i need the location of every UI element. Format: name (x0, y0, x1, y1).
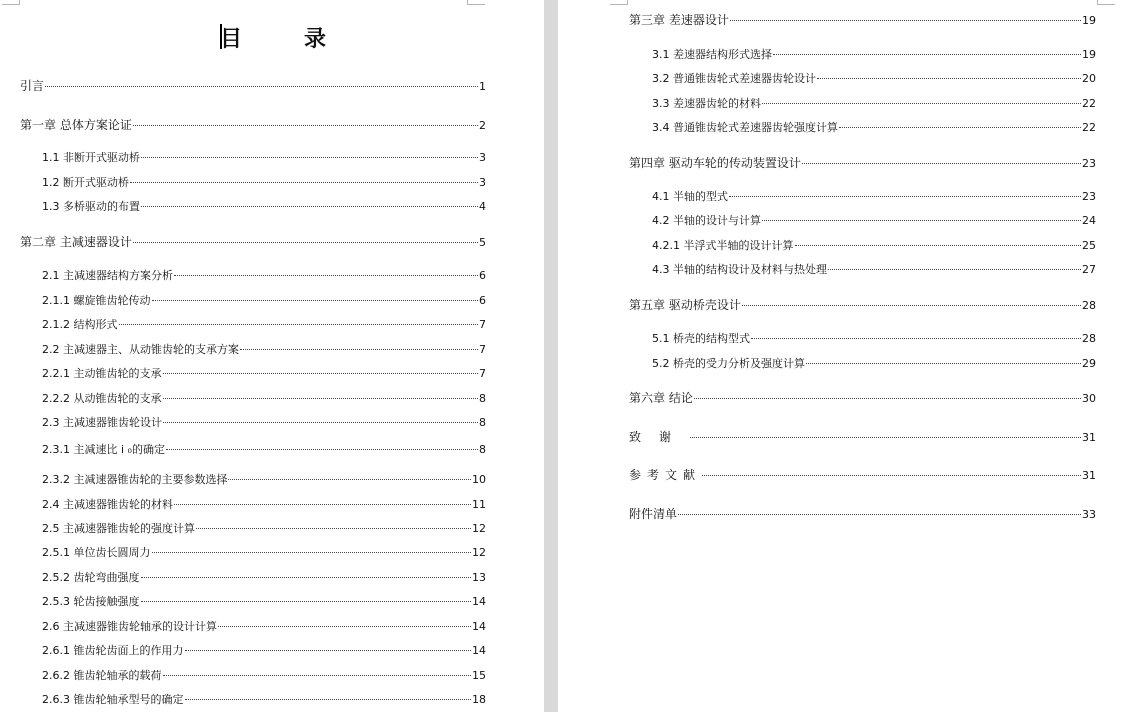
toc-entry-label: 2.2.2 从动锥齿轮的支承 (42, 392, 162, 405)
dot-leader (678, 513, 1081, 515)
toc-entry-label: 第三章 差速器设计 (629, 13, 729, 27)
toc-entry-label: 3.2 普通锥齿轮式差速器齿轮设计 (652, 72, 816, 85)
toc-entry-page: 6 (479, 294, 486, 307)
toc-entry[interactable] (652, 357, 1096, 371)
document-page-left (0, 0, 544, 712)
toc-entry-page: 15 (472, 669, 486, 682)
toc-entry[interactable] (42, 343, 486, 357)
toc-entry-label: 2.5.2 齿轮弯曲强度 (42, 571, 140, 584)
toc-entry[interactable] (42, 416, 486, 430)
toc-entry-page: 14 (472, 644, 486, 657)
dot-leader (196, 527, 471, 529)
toc-entry-page: 28 (1082, 332, 1096, 345)
toc-entry-page: 18 (472, 693, 486, 706)
dot-leader (802, 162, 1081, 164)
dot-leader (133, 241, 478, 243)
toc-entry[interactable] (629, 156, 1096, 171)
toc-entry[interactable] (652, 239, 1096, 253)
toc-entry-label: 2.2.1 主动锥齿轮的支承 (42, 367, 162, 380)
toc-entry-label: 第六章 结论 (629, 391, 693, 405)
toc-entry-page: 23 (1082, 157, 1096, 170)
dot-leader (730, 19, 1081, 21)
toc-entry-label: 5.2 桥壳的受力分析及强度计算 (652, 357, 805, 370)
dot-leader (163, 421, 478, 423)
dot-leader (152, 299, 479, 301)
toc-entry-page: 29 (1082, 357, 1096, 370)
toc-entry[interactable] (42, 473, 486, 487)
dot-leader (742, 304, 1081, 306)
dot-leader (806, 362, 1081, 364)
toc-entry[interactable] (42, 571, 486, 585)
dot-leader (166, 448, 478, 450)
dot-leader (751, 337, 1081, 339)
toc-entry-page: 22 (1082, 121, 1096, 134)
dot-leader (163, 397, 479, 399)
page-corner-mark (610, 0, 628, 5)
toc-entry-label: 4.3 半轴的结构设计及材料与热处理 (652, 263, 827, 276)
dot-leader (185, 649, 472, 651)
dot-leader (152, 551, 472, 553)
dot-leader (729, 195, 1081, 197)
toc-entry-label: 2.2 主减速器主、从动锥齿轮的支承方案 (42, 343, 239, 356)
page-corner-mark (2, 0, 20, 5)
dot-leader (702, 474, 1081, 476)
toc-entry-page: 28 (1082, 299, 1096, 312)
toc-entry-label: 4.1 半轴的型式 (652, 190, 728, 203)
page-corner-mark (467, 0, 485, 5)
toc-entry[interactable] (20, 235, 486, 250)
toc-entry-label: 4.2.1 半浮式半轴的设计计算 (652, 239, 794, 252)
toc-entry-page: 11 (472, 498, 486, 511)
toc-entry-page: 13 (472, 571, 486, 584)
toc-entry-page: 27 (1082, 263, 1096, 276)
toc-entry[interactable] (42, 620, 486, 634)
toc-entry-page: 7 (479, 367, 486, 380)
toc-entry[interactable] (20, 79, 486, 94)
toc-entry-label: 3.3 差速器齿轮的材料 (652, 97, 761, 110)
toc-entry[interactable] (652, 190, 1096, 204)
toc-entry-page: 12 (472, 522, 486, 535)
toc-entry[interactable] (629, 430, 1096, 445)
toc-entry-page: 3 (479, 151, 486, 164)
toc-entry-page: 2 (479, 119, 486, 132)
dot-leader (133, 124, 478, 126)
toc-entry-label: 第四章 驱动车轮的传动装置设计 (629, 156, 801, 170)
toc-entry[interactable] (42, 200, 486, 214)
dot-leader (762, 219, 1081, 221)
toc-title: 目 录 (220, 27, 347, 52)
toc-entry-label: 2.1 主减速器结构方案分析 (42, 269, 173, 282)
toc-entry-page: 24 (1082, 214, 1096, 227)
toc-entry-label: 引言 (20, 79, 45, 93)
toc-entry[interactable] (42, 318, 486, 332)
toc-entry-label: 第二章 主减速器设计 (20, 235, 132, 249)
toc-entry[interactable] (42, 595, 486, 609)
toc-entry-page: 8 (479, 443, 486, 456)
dot-leader (839, 126, 1081, 128)
toc-entry[interactable] (42, 669, 486, 683)
toc-entry[interactable] (652, 121, 1096, 135)
toc-entry[interactable] (652, 97, 1096, 111)
toc-entry[interactable] (42, 367, 486, 381)
dot-leader (141, 600, 472, 602)
toc-entry-page: 5 (479, 236, 486, 249)
toc-entry-label: 附件清单 (629, 507, 678, 521)
toc-entry-label: 致谢 (629, 430, 690, 444)
toc-entry-label: 1.1 非断开式驱动桥 (42, 151, 140, 164)
toc-entry-page: 14 (472, 620, 486, 633)
toc-entry-label: 2.6.2 锥齿轮轴承的载荷 (42, 669, 162, 682)
dot-leader (174, 274, 478, 276)
toc-entry-page: 8 (479, 392, 486, 405)
toc-entry-page: 19 (1082, 14, 1096, 27)
toc-entry-page: 30 (1082, 392, 1096, 405)
dot-leader (141, 156, 478, 158)
dot-leader (119, 323, 479, 325)
toc-entry[interactable] (652, 214, 1096, 228)
toc-entry-label: 第五章 驱动桥壳设计 (629, 298, 741, 312)
toc-entry[interactable] (629, 468, 1096, 483)
toc-entry-label: 第一章 总体方案论证 (20, 118, 132, 132)
toc-entry-label: 2.6 主减速器锥齿轮轴承的设计计算 (42, 620, 217, 633)
toc-entry-label: 2.5 主减速器锥齿轮的强度计算 (42, 522, 195, 535)
toc-entry-page: 33 (1082, 508, 1096, 521)
dot-leader (130, 181, 478, 183)
toc-entry[interactable] (652, 72, 1096, 86)
toc-entry-page: 7 (479, 343, 486, 356)
toc-entry-label: 2.5.3 轮齿接触强度 (42, 595, 140, 608)
dot-leader (773, 53, 1081, 55)
toc-entry-label: 2.3.2 主减速器锥齿轮的主要参数选择 (42, 473, 228, 486)
toc-entry-label: 5.1 桥壳的结构型式 (652, 332, 750, 345)
toc-entry[interactable] (652, 332, 1096, 346)
toc-entry-page: 23 (1082, 190, 1096, 203)
toc-entry-label: 2.3.1 主减速比 i ₀的确定 (42, 443, 165, 456)
dot-leader (828, 268, 1081, 270)
toc-entry-page: 7 (479, 318, 486, 331)
toc-entry-page: 3 (479, 176, 486, 189)
dot-leader (45, 85, 478, 87)
page-gutter (544, 0, 558, 712)
toc-entry[interactable] (42, 546, 486, 560)
toc-entry[interactable] (629, 298, 1096, 313)
dot-leader (141, 205, 478, 207)
dot-leader (240, 348, 478, 350)
toc-entry-page: 20 (1082, 72, 1096, 85)
toc-entry-page: 14 (472, 595, 486, 608)
toc-entry-label: 2.1.1 螺旋锥齿轮传动 (42, 294, 151, 307)
toc-entry-page: 19 (1082, 48, 1096, 61)
toc-entry[interactable] (42, 151, 486, 165)
toc-entry-page: 10 (472, 473, 486, 486)
dot-leader (163, 674, 472, 676)
toc-entry[interactable] (42, 176, 486, 190)
document-page-right (558, 0, 1122, 712)
page-corner-mark (1097, 0, 1115, 5)
toc-entry-page: 6 (479, 269, 486, 282)
toc-entry-label: 1.3 多桥驱动的布置 (42, 200, 140, 213)
toc-entry-page: 12 (472, 546, 486, 559)
toc-entry[interactable] (42, 644, 486, 658)
dot-leader (228, 478, 471, 480)
toc-entry-label: 参考文献 (629, 468, 702, 482)
toc-entry[interactable] (42, 498, 486, 512)
toc-entry[interactable] (20, 118, 486, 133)
dot-leader (174, 503, 471, 505)
toc-entry-page: 1 (479, 80, 486, 93)
dot-leader (762, 102, 1081, 104)
toc-entry[interactable] (629, 391, 1096, 406)
toc-entry-label: 2.5.1 单位齿长圆周力 (42, 546, 151, 559)
toc-entry-page: 22 (1082, 97, 1096, 110)
toc-entry[interactable] (652, 263, 1096, 277)
toc-entry-page: 4 (479, 200, 486, 213)
dot-leader (163, 372, 479, 374)
toc-entry-page: 8 (479, 416, 486, 429)
dot-leader (795, 244, 1082, 246)
toc-entry-page: 31 (1082, 431, 1096, 444)
dot-leader (141, 576, 472, 578)
dot-leader (218, 625, 471, 627)
dot-leader (690, 436, 1081, 438)
toc-entry-label: 4.2 半轴的设计与计算 (652, 214, 761, 227)
dot-leader (694, 397, 1081, 399)
toc-entry[interactable] (629, 13, 1096, 28)
toc-entry[interactable] (42, 392, 486, 406)
toc-entry[interactable] (629, 507, 1096, 522)
toc-entry[interactable] (42, 522, 486, 536)
toc-entry-page: 31 (1082, 469, 1096, 482)
toc-entry-label: 3.4 普通锥齿轮式差速器齿轮强度计算 (652, 121, 838, 134)
toc-entry-label: 2.4 主减速器锥齿轮的材料 (42, 498, 173, 511)
toc-entry-label: 3.1 差速器结构形式选择 (652, 48, 772, 61)
toc-entry-label: 1.2 断开式驱动桥 (42, 176, 129, 189)
toc-entry[interactable] (652, 48, 1096, 62)
toc-entry[interactable] (42, 294, 486, 308)
toc-entry[interactable] (42, 693, 486, 707)
toc-entry-label: 2.6.3 锥齿轮轴承型号的确定 (42, 693, 184, 706)
toc-entry-label: 2.6.1 锥齿轮齿面上的作用力 (42, 644, 184, 657)
toc-entry-label: 2.3 主减速器锥齿轮设计 (42, 416, 162, 429)
toc-entry[interactable] (42, 443, 486, 457)
dot-leader (185, 698, 472, 700)
toc-entry-label: 2.1.2 结构形式 (42, 318, 118, 331)
dot-leader (817, 77, 1081, 79)
toc-entry-page: 25 (1082, 239, 1096, 252)
toc-entry[interactable] (42, 269, 486, 283)
